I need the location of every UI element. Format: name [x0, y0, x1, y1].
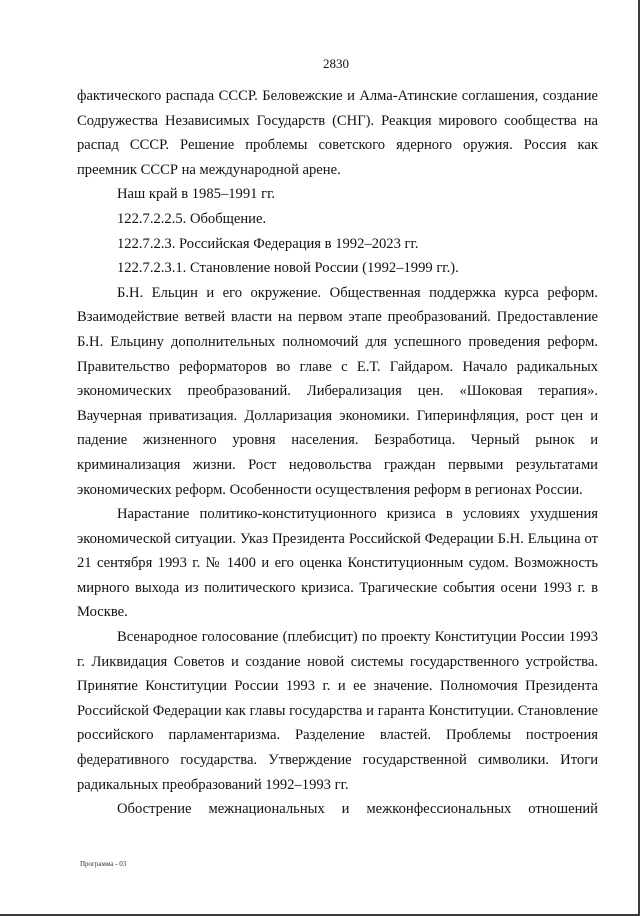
paragraph: Б.Н. Ельцин и его окружение. Общественная поддержка курса реформ. Взаимодействие ветвей власти на первом этапе преобразований. Предоставление Б.Н. Ельцину дополнительных полномочий для успешного проведения реформ. Правительство реформаторов во главе с Е.Т. Гайдаром. Начало радикальных экономических преобразований. Либерализация цен. «Шоковая терапия». Ваучерная приватизация. Долларизация экономики. Гиперинфляция, рост цен и падение жизненного уровня населения. Безработица. Черный рынок и криминализация жизни. Рост недовольства граждан первыми результатами экономических реформ. Особенности осуществления реформ в регионах России. [77, 284, 598, 498]
document-body [77, 84, 598, 822]
page-number: 2830 [323, 56, 349, 71]
paragraph: Нарастание политико-конституционного кризиса в условиях ухудшения экономической ситуации. Указ Президента Российской Федерации Б.Н. Ельцина от 21 сентября 1993 г. № 1400 и его оценка Конституционным судом. Возможность мирного выхода из политического кризиса. Трагические события осени 1993 г. в Москве. [77, 506, 598, 621]
page-footer: Программа - 03 [80, 860, 127, 868]
paragraph-continuation: фактического распада СССР. Беловежские и Алма-Атинские соглашения, создание Содружества Независимых Государств (СНГ). Реакция мирового сообщества на распад СССР. Решение проблемы советского ядерного оружия. Россия как преемник СССР на международной арене. [77, 88, 598, 178]
section-heading: Наш край в 1985–1991 гг. [117, 186, 276, 203]
section-heading: 122.7.2.3.1. Становление новой России (1992–1999 гг.). [117, 260, 459, 277]
paragraph: Всенародное голосование (плебисцит) по проекту Конституции России 1993 г. Ликвидация Советов и создание новой системы государственного устройства. Принятие Конституции России 1993 г. и ее значение. Полномочия Президента Российской Федерации как главы государства и гаранта Конституции. Становление российского парламентаризма. Разделение властей. Проблемы построения федеративного государства. Утверждение государственной символики. Итоги радикальных преобразований 1992–1993 гг. [77, 629, 598, 793]
paragraph: Обострение межнациональных и межконфессиональных отношений [117, 801, 598, 818]
section-heading: 122.7.2.3. Российская Федерация в 1992–2023 гг. [117, 235, 419, 252]
section-heading: 122.7.2.2.5. Обобщение. [117, 210, 267, 227]
